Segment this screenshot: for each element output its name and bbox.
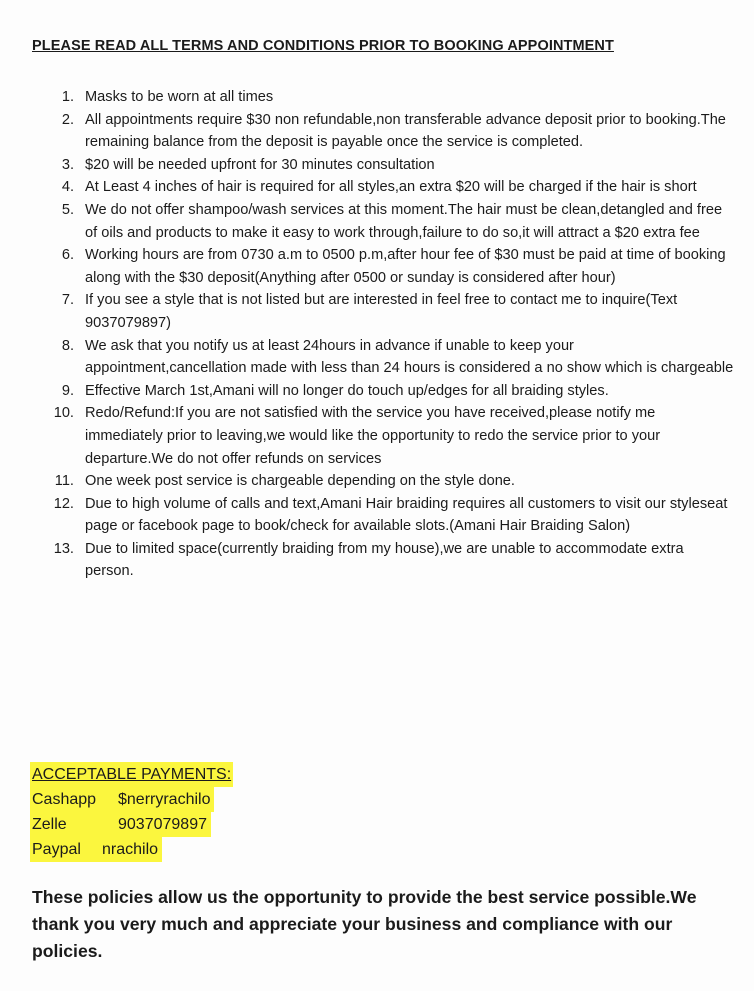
term-item bbox=[0, 109, 754, 154]
payments-section bbox=[30, 762, 233, 862]
payment-handle: 9037079897 bbox=[118, 812, 211, 837]
payment-row-zelle bbox=[30, 812, 233, 837]
term-item bbox=[0, 86, 754, 109]
term-text: Working hours are from 0730 a.m to 0500 p.m,after hour fee of $30 must be paid at time of booking along with the $30 deposit(Anything after 0500 or sunday is considered after hour) bbox=[85, 247, 726, 286]
term-number: 11. bbox=[54, 473, 74, 490]
payment-method: Cashapp bbox=[30, 787, 118, 812]
term-text: $20 will be needed upfront for 30 minutes consultation bbox=[85, 156, 435, 173]
payment-handle: $nerryrachilo bbox=[118, 787, 214, 812]
closing-statement: These policies allow us the opportunity to provide the best service possible.We thank you very much and appreciate your business and compliance with our policies. bbox=[32, 887, 697, 961]
terms-list bbox=[0, 86, 754, 583]
term-number: 3. bbox=[61, 156, 74, 173]
term-item bbox=[0, 493, 754, 538]
term-text: We do not offer shampoo/wash services at this moment.The hair must be clean,detangled and free of oils and products to make it easy to work through,failure to do so,it will attract a $20 extra fee bbox=[85, 201, 723, 241]
payment-method: Paypal bbox=[30, 837, 102, 862]
term-item bbox=[0, 335, 754, 380]
term-item bbox=[0, 470, 754, 493]
term-number: 13. bbox=[53, 540, 74, 557]
term-number: 4. bbox=[61, 179, 74, 196]
term-number: 8. bbox=[61, 337, 74, 354]
payment-row-cashapp bbox=[30, 787, 233, 812]
payment-handle: nrachilo bbox=[102, 837, 162, 862]
term-item bbox=[0, 538, 754, 583]
term-item bbox=[0, 402, 754, 470]
term-number: 5. bbox=[61, 201, 74, 218]
term-text: If you see a style that is not listed but are interested in feel free to contact me to inquire(Text 9037079897) bbox=[85, 292, 678, 331]
term-item bbox=[0, 380, 754, 403]
term-number: 9. bbox=[61, 382, 74, 399]
term-item bbox=[0, 199, 754, 244]
term-text: Redo/Refund:If you are not satisfied with the service you have received,please notify me immediately prior to leaving,we would like the opportunity to redo the service prior to your departure.We do not offer refunds on services bbox=[85, 405, 661, 467]
term-text: Due to limited space(currently braiding from my house),we are unable to accommodate extra person. bbox=[85, 540, 684, 580]
term-text: One week post service is chargeable depending on the style done. bbox=[85, 473, 515, 490]
term-text: Masks to be worn at all times bbox=[85, 89, 274, 105]
term-text: Due to high volume of calls and text,Amani Hair braiding requires all customers to visit our styleseat page or facebook page to book/check for available slots.(Amani Hair Braiding Salon) bbox=[85, 495, 728, 535]
term-item bbox=[0, 244, 754, 289]
payment-method: Zelle bbox=[30, 812, 118, 837]
term-number: 2. bbox=[61, 111, 74, 128]
term-number: 12. bbox=[53, 495, 74, 512]
term-text: All appointments require $30 non refundable,non transferable advance deposit prior to booking.The remaining balance from the deposit is payable once the service is completed. bbox=[85, 111, 726, 151]
payment-row-paypal bbox=[30, 837, 233, 862]
term-item bbox=[0, 176, 754, 199]
term-text: At Least 4 inches of hair is required for all styles,an extra $20 will be charged if the hair is short bbox=[85, 179, 697, 196]
term-item bbox=[0, 289, 754, 334]
payments-title-row bbox=[30, 762, 233, 787]
term-number: 7. bbox=[61, 292, 74, 309]
term-text: We ask that you notify us at least 24hours in advance if unable to keep your appointment,cancellation made with less than 24 hours is considered a no show which is chargeable bbox=[85, 337, 734, 377]
term-text: Effective March 1st,Amani will no longer do touch up/edges for all braiding styles. bbox=[85, 382, 609, 399]
term-number: 1. bbox=[61, 89, 74, 105]
term-number: 6. bbox=[61, 247, 74, 264]
term-number: 10. bbox=[53, 405, 74, 422]
payments-title: ACCEPTABLE PAYMENTS: bbox=[30, 762, 233, 787]
document-heading: PLEASE READ ALL TERMS AND CONDITIONS PRIOR TO BOOKING APPOINTMENT bbox=[32, 38, 614, 54]
term-item bbox=[0, 154, 754, 177]
